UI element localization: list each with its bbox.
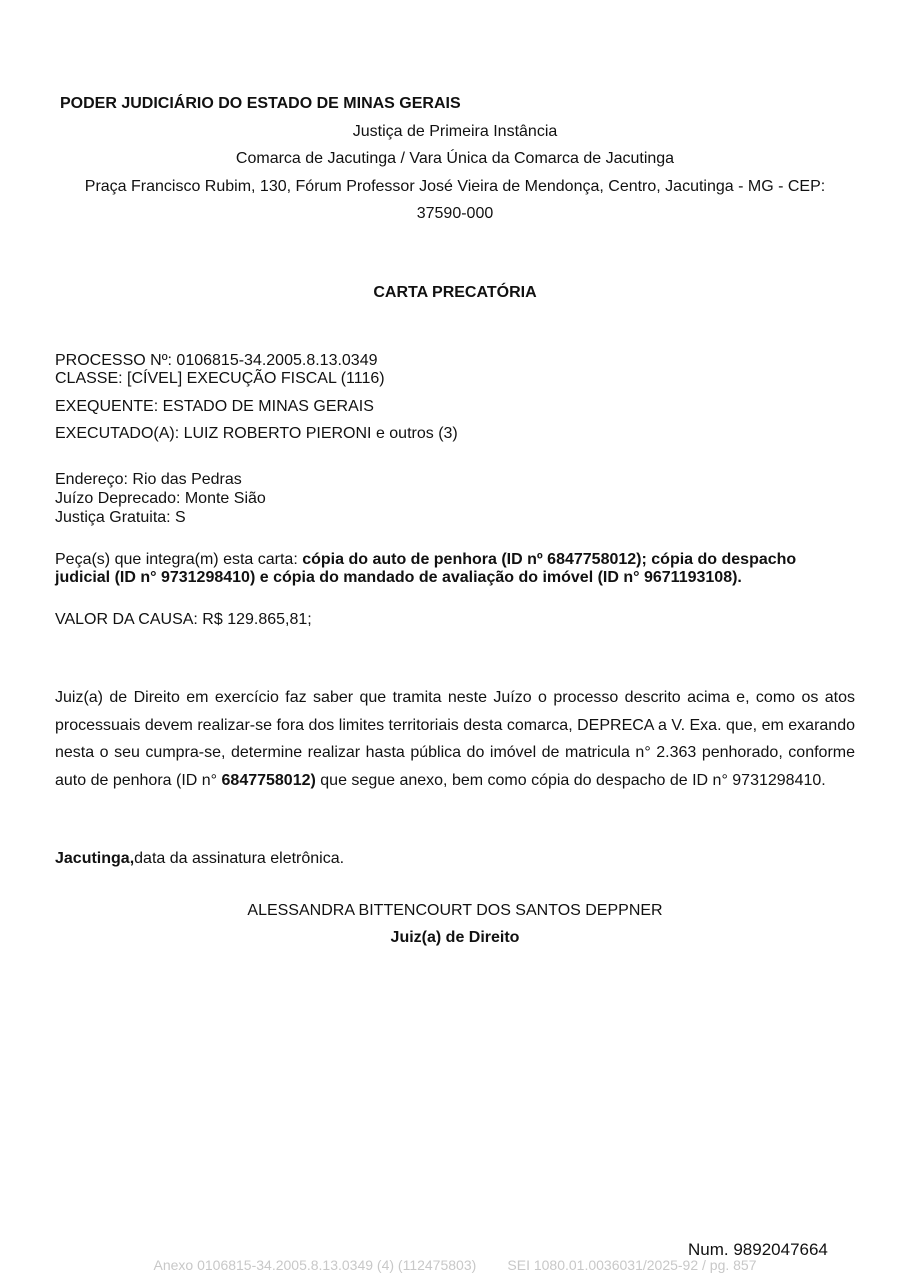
date-text: data da assinatura eletrônica.	[134, 850, 345, 867]
court-comarca: Comarca de Jacutinga / Vara Única da Comarca de Jacutinga	[235, 150, 675, 167]
page-footer: Anexo 0106815-34.2005.8.13.0349 (4) (112475803) SEI 1080.01.0036031/2025-92 / pg. 857	[153, 1257, 757, 1273]
date-line	[55, 850, 344, 868]
court-address-line2: 37590-000	[416, 205, 494, 222]
signature-role: Juiz(a) de Direito	[390, 929, 520, 946]
body-paragraph	[55, 684, 855, 794]
pieces-paragraph	[55, 551, 855, 587]
court-address-line1: Praça Francisco Rubim, 130, Fórum Professor José Vieira de Mendonça, Centro, Jacutinga - MG - CEP:	[84, 178, 826, 195]
document-title: CARTA PRECATÓRIA	[373, 284, 537, 301]
pieces-value: cópia do auto de penhora (ID nº 6847758012); cópia do despacho judicial (ID n° 9731298410) e cópia do mandado de avaliação do imóvel (ID n° 9671193108).	[55, 551, 797, 586]
document-number: Num. 9892047664	[688, 1240, 828, 1259]
date-place: Jacutinga,	[55, 850, 135, 867]
detail-juizo-deprecado: Juízo Deprecado: Monte Sião	[55, 490, 266, 507]
case-executado: EXECUTADO(A): LUIZ ROBERTO PIERONI e outros (3)	[55, 425, 458, 442]
body-text-part1: Juiz(a) de Direito em exercício faz saber que tramita neste Juízo o processo descrito acima e, como os atos processuais devem realizar-se fora dos limites territoriais desta comarca, DEPRECA a V. Exa. que, em exarando nesta o seu cumpra-se, determine realizar hasta pública do imóvel de matricula n° 2.363 penhorado, conforme auto de penhora (ID n°	[55, 689, 855, 789]
signature-name: ALESSANDRA BITTENCOURT DOS SANTOS DEPPNER	[247, 902, 663, 919]
case-classe: CLASSE: [CÍVEL] EXECUÇÃO FISCAL (1116)	[55, 370, 385, 387]
detail-endereco: Endereço: Rio das Pedras	[55, 471, 242, 488]
court-name: PODER JUDICIÁRIO DO ESTADO DE MINAS GERAIS	[60, 95, 461, 112]
case-processo: PROCESSO Nº: 0106815-34.2005.8.13.0349	[55, 352, 378, 369]
valor-causa: VALOR DA CAUSA: R$ 129.865,81;	[55, 611, 312, 628]
body-text-bold: 6847758012)	[221, 771, 316, 789]
body-text-part2: que segue anexo, bem como cópia do despacho de ID n° 9731298410.	[315, 771, 826, 789]
case-exequente: EXEQUENTE: ESTADO DE MINAS GERAIS	[55, 398, 374, 415]
pieces-label: Peça(s) que integra(m) esta carta:	[55, 551, 303, 568]
court-instance: Justiça de Primeira Instância	[352, 123, 558, 140]
detail-justica-gratuita: Justiça Gratuita: S	[55, 509, 186, 526]
